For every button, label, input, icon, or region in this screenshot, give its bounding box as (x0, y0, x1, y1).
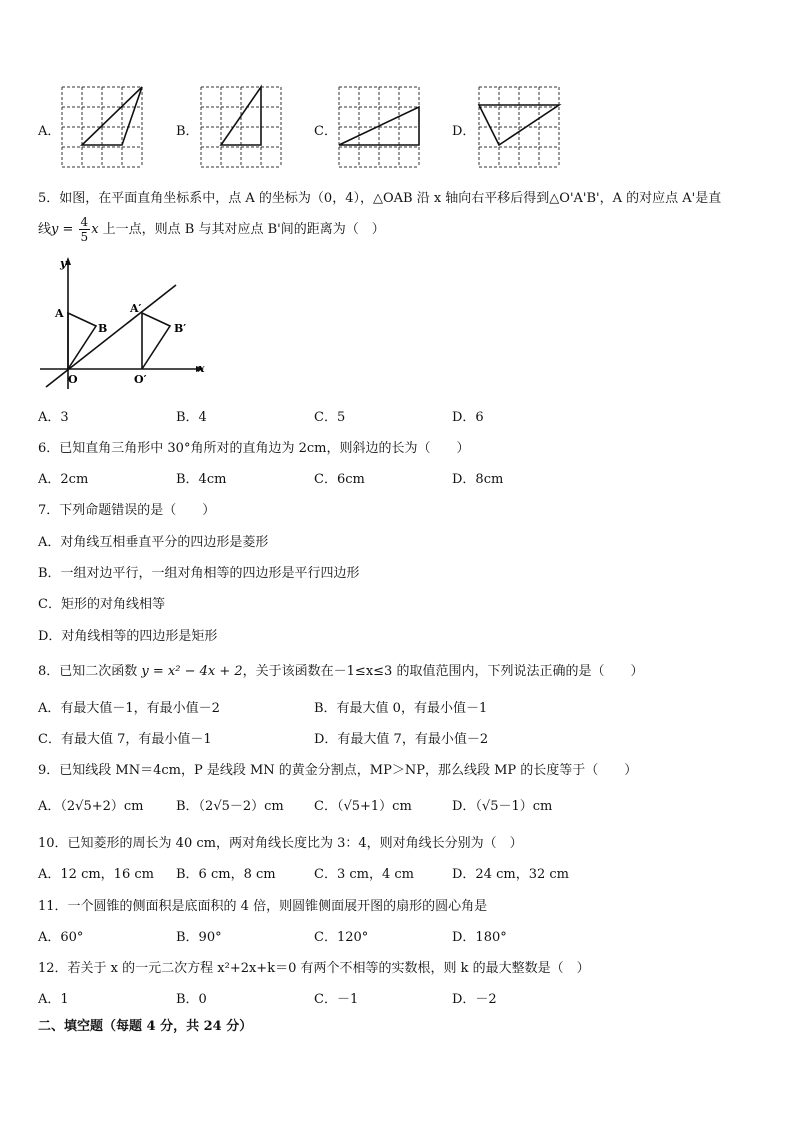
q9-stem: 9．已知线段 MN＝4cm，P 是线段 MN 的黄金分割点，MP＞NP，那么线段 MP 的长度等于（ ） (38, 763, 638, 778)
q5-stem-line1: 5．如图，在平面直角坐标系中，点 A 的坐标为（0，4），△OAB 沿 x 轴向右平移后得到△O'A'B'，A 的对应点 A'是直 (38, 191, 722, 206)
q11-stem: 11．一个圆锥的侧面积是底面积的 4 倍，则圆锥侧面展开图的扇形的圆心角是 (38, 899, 488, 914)
q12-stem: 12．若关于 x 的一元二次方程 x²+2x+k＝0 有两个不相等的实数根，则 k 的最大整数是（ ） (38, 961, 590, 976)
label-b-prime: B′ (174, 322, 187, 335)
q5-frac-num: 4 (80, 215, 89, 229)
q5-text: 线 (38, 222, 52, 237)
q8-options-row1 (38, 697, 758, 715)
q5-var-x: x (91, 222, 99, 237)
q9-option-d[interactable]: D．（√5－1）cm (452, 799, 553, 814)
triangle-oab (68, 313, 96, 369)
q5-option-c[interactable]: C．5 (314, 410, 346, 425)
q10-option-b[interactable]: B．6 cm，8 cm (176, 867, 276, 882)
q8-text-b: ，关于该函数在－1≤x≤3 的取值范围内，下列说法正确的是（ ） (242, 664, 644, 679)
q5-option-d[interactable]: D．6 (452, 410, 484, 425)
q4-option-c-label: C． (314, 124, 337, 139)
q6-stem: 6．已知直角三角形中 30°角所对的直角边为 2cm，则斜边的长为（ ） (38, 441, 470, 456)
q7-option-c[interactable]: C．矩形的对角线相等 (38, 597, 165, 612)
q5-options (38, 406, 758, 424)
q8-option-a[interactable]: A．有最大值－1，有最小值－2 (38, 701, 220, 716)
q5-option-a[interactable]: A．3 (38, 410, 69, 425)
q9-options (38, 795, 758, 813)
q4-option-d-label: D． (452, 124, 476, 139)
q12-option-d[interactable]: D．－2 (452, 992, 497, 1007)
q4-option-b-label: B． (176, 124, 199, 139)
q7-option-a[interactable]: A．对角线互相垂直平分的四边形是菱形 (38, 535, 269, 550)
triangle-oab-translated (142, 313, 170, 369)
q11-option-a[interactable]: A．60° (38, 930, 84, 945)
q10-option-c[interactable]: C．3 cm，4 cm (314, 867, 414, 882)
q4-option-a-label: A． (38, 124, 61, 139)
q10-options (38, 863, 758, 881)
q10-option-a[interactable]: A．12 cm，16 cm (38, 867, 154, 882)
q7-stem: 7．下列命题错误的是（ ） (38, 503, 216, 518)
q10-stem: 10．已知菱形的周长为 40 cm，两对角线长度比为 3：4，则对角线长分别为（ ） (38, 836, 523, 851)
q5-frac-den: 5 (80, 230, 89, 244)
q5-option-b[interactable]: B．4 (176, 410, 207, 425)
q6-option-c[interactable]: C．6cm (314, 472, 365, 487)
label-o: O (68, 373, 78, 386)
line-y-4-5x (46, 285, 176, 387)
q12-option-c[interactable]: C．－1 (314, 992, 359, 1007)
q8-options-row2 (38, 728, 758, 746)
q5-var-y: y (51, 222, 59, 237)
q9-option-b[interactable]: B．（2√5－2）cm (176, 799, 284, 814)
q6-option-b[interactable]: B．4cm (176, 472, 227, 487)
q11-options (38, 926, 758, 944)
q6-options (38, 468, 758, 486)
q12-options (38, 988, 758, 1006)
q6-option-d[interactable]: D．8cm (452, 472, 504, 487)
q12-option-b[interactable]: B．0 (176, 992, 207, 1007)
q5-coordinate-figure (38, 255, 218, 395)
label-o-prime: O′ (134, 373, 147, 386)
q10-option-d[interactable]: D．24 cm，32 cm (452, 867, 569, 882)
q8-option-c[interactable]: C．有最大值 7，有最小值－1 (38, 732, 212, 747)
section-heading-fill-in-blank: 二、填空题（每题 4 分，共 24 分） (38, 1019, 253, 1034)
q4-option-b-figure (201, 87, 283, 169)
q11-option-b[interactable]: B．90° (176, 930, 222, 945)
label-x: x (198, 362, 205, 375)
q11-option-d[interactable]: D．180° (452, 930, 507, 945)
q5-stem-line2 (38, 215, 385, 244)
q8-stem (38, 660, 643, 679)
q7-option-d[interactable]: D．对角线相等的四边形是矩形 (38, 629, 218, 644)
q4-option-a-figure (62, 87, 144, 169)
q9-option-a[interactable]: A．（2√5+2）cm (38, 799, 144, 814)
q12-option-a[interactable]: A．1 (38, 992, 69, 1007)
q6-option-a[interactable]: A．2cm (38, 472, 89, 487)
q4-option-c-figure (339, 87, 421, 169)
label-a-prime: A′ (130, 302, 142, 315)
q5-text-b: 上一点，则点 B 与其对应点 B'间的距离为（ ） (98, 222, 385, 237)
q8-option-d[interactable]: D．有最大值 7，有最小值－2 (314, 732, 489, 747)
label-b: B (98, 322, 108, 335)
label-y: y (60, 257, 67, 270)
q9-option-c[interactable]: C．（√5+1）cm (314, 799, 412, 814)
q5-fraction (79, 215, 91, 244)
q4-option-d-figure (479, 87, 561, 169)
label-a: A (55, 307, 64, 320)
q8-option-b[interactable]: B．有最大值 0，有最小值－1 (314, 701, 488, 716)
q7-option-b[interactable]: B．一组对边平行，一组对角相等的四边形是平行四边形 (38, 566, 360, 581)
q11-option-c[interactable]: C．120° (314, 930, 369, 945)
q5-eq: = (58, 222, 78, 237)
q8-text-a: 8．已知二次函数 (38, 664, 138, 679)
q8-formula: y = x² − 4x + 2 (141, 664, 243, 679)
